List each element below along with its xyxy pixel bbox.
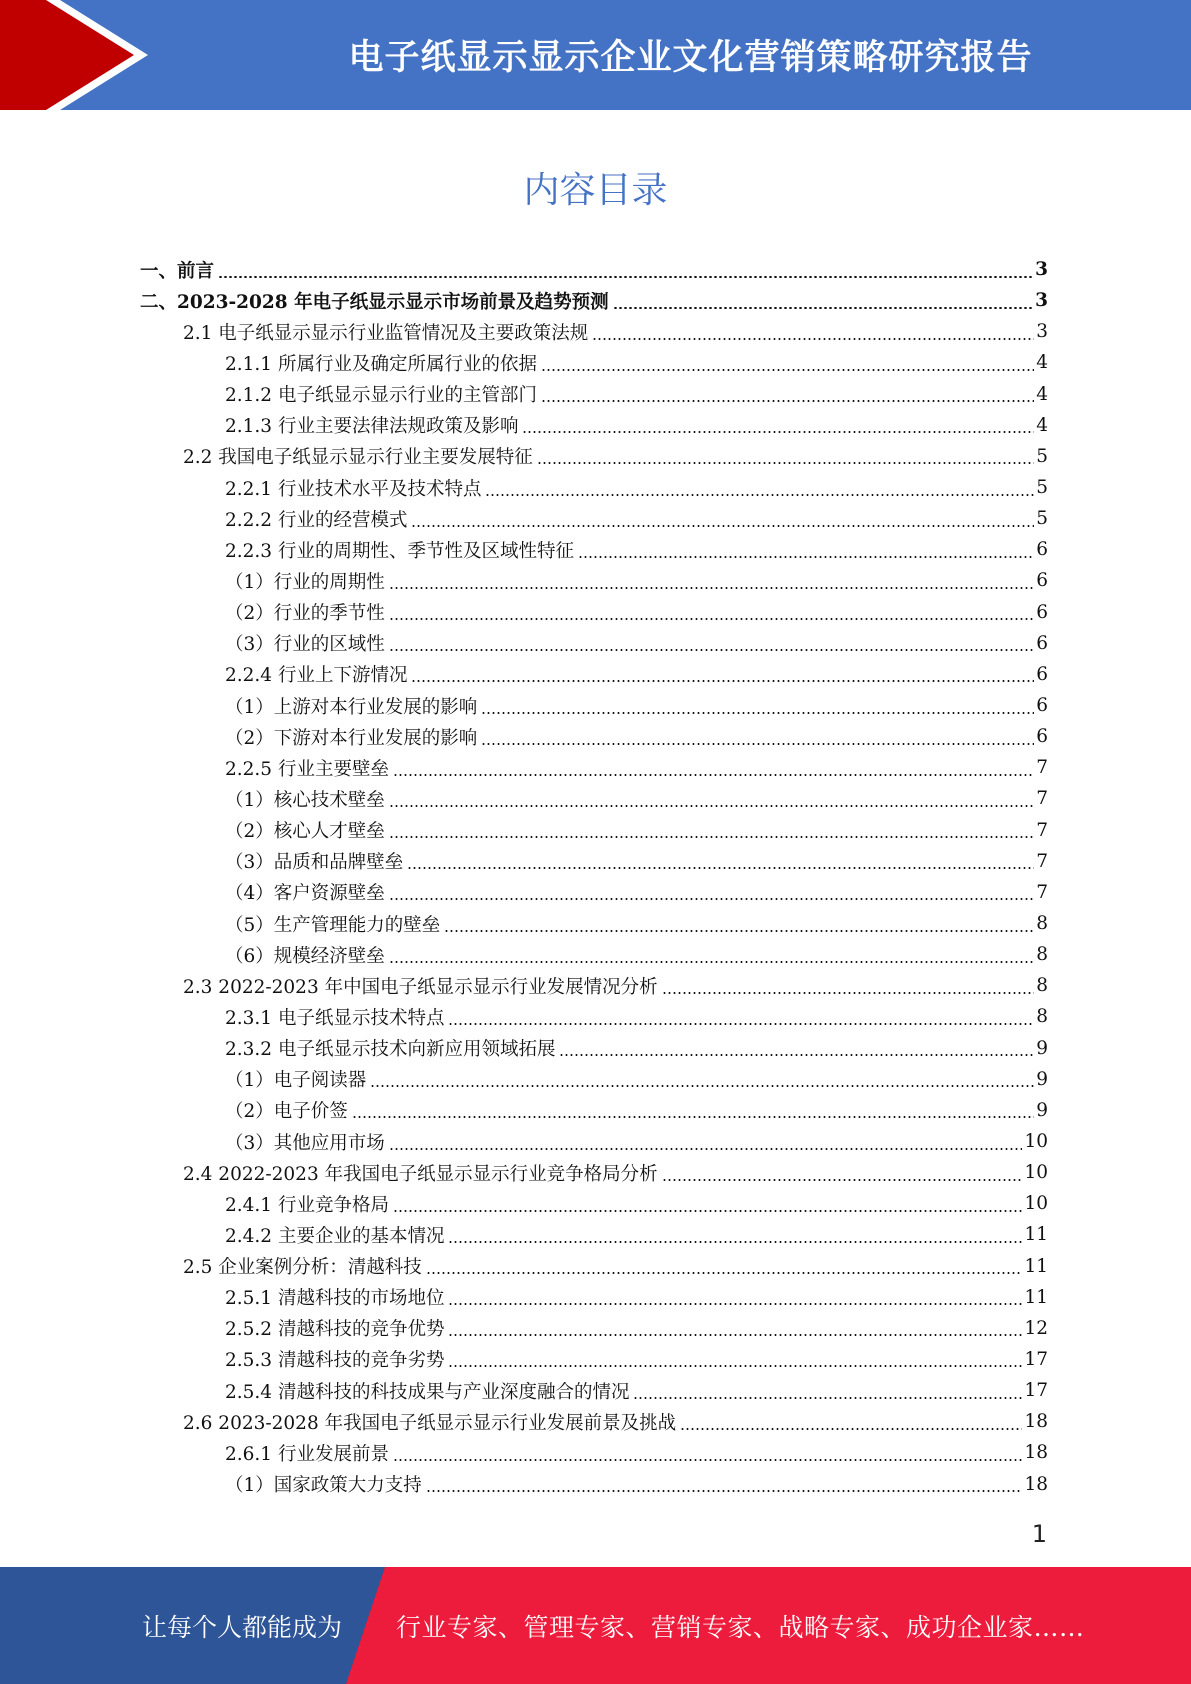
toc-leader-dots <box>352 1116 1034 1118</box>
toc-entry[interactable] <box>140 503 1048 534</box>
toc-entry[interactable] <box>140 628 1048 659</box>
toc-entry-label: 2.6.1 行业发展前景 <box>225 1443 389 1465</box>
toc-entry-page: 3 <box>1036 321 1048 343</box>
toc-entry[interactable] <box>140 1126 1048 1157</box>
toc-entry-page: 9 <box>1036 1037 1048 1059</box>
toc-leader-dots <box>393 1210 1022 1212</box>
toc-leader-dots <box>662 1179 1023 1181</box>
toc-entry[interactable] <box>140 1064 1048 1095</box>
toc-leader-dots <box>370 1085 1034 1087</box>
toc-entry[interactable] <box>140 1157 1048 1188</box>
toc-entry-page: 7 <box>1036 757 1048 779</box>
toc-entry[interactable] <box>140 441 1048 472</box>
toc-entry[interactable] <box>140 316 1048 347</box>
toc-leader-dots <box>389 961 1034 963</box>
footer-slogan-left: 让每个人都能成为 <box>142 1612 343 1642</box>
toc-entry-page: 18 <box>1024 1411 1048 1433</box>
toc-entry[interactable] <box>140 815 1048 846</box>
toc-entry[interactable] <box>140 1188 1048 1219</box>
header-band <box>0 0 1191 110</box>
toc-entry[interactable] <box>140 1375 1048 1406</box>
toc-leader-dots <box>537 462 1034 464</box>
toc-entry-page: 10 <box>1024 1193 1048 1215</box>
toc-entry-page: 11 <box>1024 1286 1048 1308</box>
toc-entry-page: 17 <box>1024 1348 1048 1370</box>
toc-leader-dots <box>448 1241 1022 1243</box>
toc-entry-label: 2.4.1 行业竞争格局 <box>225 1194 389 1216</box>
toc-entry-label: （2）核心人才壁垒 <box>225 821 385 843</box>
toc-entry-page: 18 <box>1024 1473 1048 1495</box>
toc-entry-page: 3 <box>1035 290 1048 312</box>
toc-entry-label: （1）行业的周期性 <box>225 571 385 593</box>
page-number: 1 <box>1031 1520 1047 1548</box>
toc-entry[interactable] <box>140 721 1048 752</box>
toc-leader-dots <box>389 805 1034 807</box>
toc-entry[interactable] <box>140 410 1048 441</box>
toc-entry-label: 2.2.1 行业技术水平及技术特点 <box>225 478 482 500</box>
toc-entry-page: 5 <box>1036 445 1048 467</box>
toc-entry-label: 2.3.2 电子纸显示技术向新应用领域拓展 <box>225 1039 556 1061</box>
toc-leader-dots <box>393 1459 1022 1461</box>
toc-entry-label: 2.2.4 行业上下游情况 <box>225 665 408 687</box>
toc-entry-page: 9 <box>1036 1099 1048 1121</box>
toc-entry-label: （4）客户资源壁垒 <box>225 883 385 905</box>
toc-entry[interactable] <box>140 659 1048 690</box>
toc-entry-page: 11 <box>1024 1224 1048 1246</box>
toc-entry-label: （3）品质和品牌壁垒 <box>225 852 404 874</box>
toc-entry-label: 2.3 2022-2023 年中国电子纸显示显示行业发展情况分析 <box>183 976 658 998</box>
toc-leader-dots <box>448 1023 1034 1025</box>
toc-entry-page: 5 <box>1036 508 1048 530</box>
toc-entry-label: 2.6 2023-2028 年我国电子纸显示显示行业发展前景及挑战 <box>183 1412 677 1434</box>
toc-entry-label: （1）电子阅读器 <box>225 1070 367 1092</box>
toc-entry-page: 10 <box>1024 1131 1048 1152</box>
footer-band <box>0 1567 1191 1684</box>
toc-leader-dots <box>541 400 1034 402</box>
toc-entry[interactable] <box>140 565 1048 596</box>
toc-entry-label: 2.4.2 主要企业的基本情况 <box>225 1225 445 1247</box>
toc-entry-label: 2.2.5 行业主要壁垒 <box>225 758 389 780</box>
toc-entry[interactable] <box>140 908 1048 939</box>
toc-entry[interactable] <box>140 347 1048 378</box>
toc-entry-page: 9 <box>1036 1068 1048 1090</box>
toc-entry-page: 18 <box>1024 1442 1048 1464</box>
toc-leader-dots <box>407 867 1034 869</box>
toc-heading: 内容目录 <box>523 170 668 211</box>
toc-entry-label: 2.5.4 清越科技的科技成果与产业深度融合的情况 <box>225 1381 630 1403</box>
toc-leader-dots <box>411 525 1034 527</box>
toc-entry-label: 2.5.2 清越科技的竞争优势 <box>225 1319 445 1341</box>
toc-entry-label: （5）生产管理能力的壁垒 <box>225 914 441 936</box>
toc-entry-page: 6 <box>1036 632 1048 654</box>
toc-entry[interactable] <box>140 783 1048 814</box>
toc-leader-dots <box>389 836 1034 838</box>
toc-leader-dots <box>578 556 1034 558</box>
toc-entry-page: 17 <box>1024 1380 1048 1402</box>
toc-leader-dots <box>613 307 1034 309</box>
toc-entry[interactable] <box>140 285 1048 316</box>
toc-entry-page: 11 <box>1024 1255 1048 1277</box>
toc-leader-dots <box>448 1365 1022 1367</box>
toc-entry-label: （2）行业的季节性 <box>225 603 385 625</box>
toc-leader-dots <box>485 494 1034 496</box>
toc-entry-label: 2.2.3 行业的周期性、季节性及区域性特征 <box>225 540 574 562</box>
toc-entry-page: 8 <box>1036 975 1048 997</box>
toc-entry[interactable] <box>140 1219 1048 1250</box>
toc-leader-dots <box>633 1397 1022 1399</box>
toc-entry-page: 6 <box>1036 539 1048 561</box>
toc-entry[interactable] <box>140 752 1048 783</box>
toc-entry-label: 2.1.2 电子纸显示显示行业的主管部门 <box>225 385 537 407</box>
toc-entry[interactable] <box>140 939 1048 970</box>
toc-entry-label: （2）下游对本行业发展的影响 <box>225 727 478 749</box>
toc-entry-label: （1）上游对本行业发展的影响 <box>225 696 478 718</box>
toc-leader-dots <box>389 898 1034 900</box>
toc-entry[interactable] <box>140 254 1048 285</box>
toc-entry-page: 6 <box>1036 726 1048 748</box>
toc-entry-page: 8 <box>1036 913 1048 935</box>
toc-leader-dots <box>389 649 1034 651</box>
toc-leader-dots <box>448 1334 1022 1336</box>
toc-entry-page: 4 <box>1036 383 1048 405</box>
toc-leader-dots <box>680 1428 1022 1430</box>
report-title: 电子纸显示显示企业文化营销策略研究报告 <box>348 38 1033 78</box>
toc-entry-page: 7 <box>1036 850 1048 872</box>
toc-entry[interactable] <box>140 1095 1048 1126</box>
toc-entry[interactable] <box>140 1344 1048 1375</box>
footer-slogan-right: 行业专家、管理专家、营销专家、战略专家、成功企业家…… <box>396 1612 1085 1642</box>
toc-entry-page: 6 <box>1036 570 1048 592</box>
toc-entry-page: 12 <box>1024 1317 1048 1339</box>
toc-entry[interactable] <box>140 1468 1048 1499</box>
toc-leader-dots <box>393 774 1034 776</box>
toc-entry-page: 10 <box>1024 1162 1048 1184</box>
toc-entry-label: 2.1.3 行业主要法律法规政策及影响 <box>225 416 519 438</box>
toc-leader-dots <box>426 1272 1023 1274</box>
toc-entry-label: 2.5.3 清越科技的竞争劣势 <box>225 1350 445 1372</box>
toc-entry[interactable] <box>140 1313 1048 1344</box>
toc-leader-dots <box>218 276 1033 278</box>
toc-entry-page: 6 <box>1036 601 1048 623</box>
toc-leader-dots <box>448 1303 1022 1305</box>
toc-entry-page: 7 <box>1036 788 1048 810</box>
toc-entry-label: 2.4 2022-2023 年我国电子纸显示显示行业竞争格局分析 <box>183 1163 658 1185</box>
toc-entry-page: 3 <box>1035 259 1048 281</box>
toc-leader-dots <box>389 587 1034 589</box>
toc-entry[interactable] <box>140 1033 1048 1064</box>
toc-entry[interactable] <box>140 1437 1048 1468</box>
toc-entry[interactable] <box>140 1251 1048 1282</box>
toc-entry-label: 一、前言 <box>140 260 215 282</box>
toc-entry[interactable] <box>140 597 1048 628</box>
toc-leader-dots <box>426 1490 1023 1492</box>
toc-entry-label: （3）行业的区域性 <box>225 634 385 656</box>
toc-entry-page: 4 <box>1036 414 1048 436</box>
toc-leader-dots <box>541 369 1034 371</box>
toc-entry-label: （1）国家政策大力支持 <box>225 1475 422 1497</box>
toc-leader-dots <box>389 1148 1023 1150</box>
chevron-red <box>0 0 134 110</box>
toc-entry[interactable] <box>140 472 1048 503</box>
toc-entry-label: （6）规模经济壁垒 <box>225 945 385 967</box>
toc-entry-label: （3）其他应用市场 <box>225 1132 385 1154</box>
toc-entry[interactable] <box>140 1001 1048 1032</box>
toc-entry[interactable] <box>140 1406 1048 1437</box>
toc-entry[interactable] <box>140 970 1048 1001</box>
toc-entry[interactable] <box>140 846 1048 877</box>
toc-entry[interactable] <box>140 690 1048 721</box>
toc-entry-page: 4 <box>1036 352 1048 374</box>
toc-leader-dots <box>411 680 1034 682</box>
toc-entry-label: 2.3.1 电子纸显示技术特点 <box>225 1007 445 1029</box>
toc-entry-label: （1）核心技术壁垒 <box>225 789 385 811</box>
toc-leader-dots <box>444 930 1034 932</box>
toc-entry-label: 2.5 企业案例分析：清越科技 <box>183 1257 422 1279</box>
toc-entry[interactable] <box>140 877 1048 908</box>
toc-leader-dots <box>522 431 1034 433</box>
toc-leader-dots <box>481 712 1034 714</box>
toc-entry[interactable] <box>140 534 1048 565</box>
toc-leader-dots <box>481 743 1034 745</box>
toc-entry-page: 8 <box>1036 1006 1048 1028</box>
toc-entry-page: 6 <box>1036 663 1048 685</box>
toc-entry-page: 7 <box>1036 881 1048 903</box>
toc-entry-page: 8 <box>1036 944 1048 966</box>
toc-leader-dots <box>662 992 1035 994</box>
toc-leader-dots <box>389 618 1034 620</box>
toc-entry-page: 5 <box>1036 477 1048 499</box>
toc-leader-dots <box>559 1054 1034 1056</box>
toc-entry-label: 2.1.1 所属行业及确定所属行业的依据 <box>225 353 537 375</box>
toc-leader-dots <box>592 338 1034 340</box>
toc-entry-label: 2.5.1 清越科技的市场地位 <box>225 1288 445 1310</box>
toc-entry-page: 7 <box>1036 819 1048 841</box>
toc-entry-label: 二、2023-2028 年电子纸显示显示市场前景及趋势预测 <box>140 291 609 313</box>
toc-entry-label: 2.2.2 行业的经营模式 <box>225 509 408 531</box>
toc-entry[interactable] <box>140 1282 1048 1313</box>
toc-entry-label: 2.1 电子纸显示显示行业监管情况及主要政策法规 <box>183 322 589 344</box>
toc-entry[interactable] <box>140 379 1048 410</box>
table-of-contents <box>140 254 1048 1500</box>
toc-entry-label: （2）电子价签 <box>225 1101 348 1123</box>
toc-entry-label: 2.2 我国电子纸显示显示行业主要发展特征 <box>183 447 533 469</box>
toc-entry-page: 6 <box>1036 695 1048 717</box>
